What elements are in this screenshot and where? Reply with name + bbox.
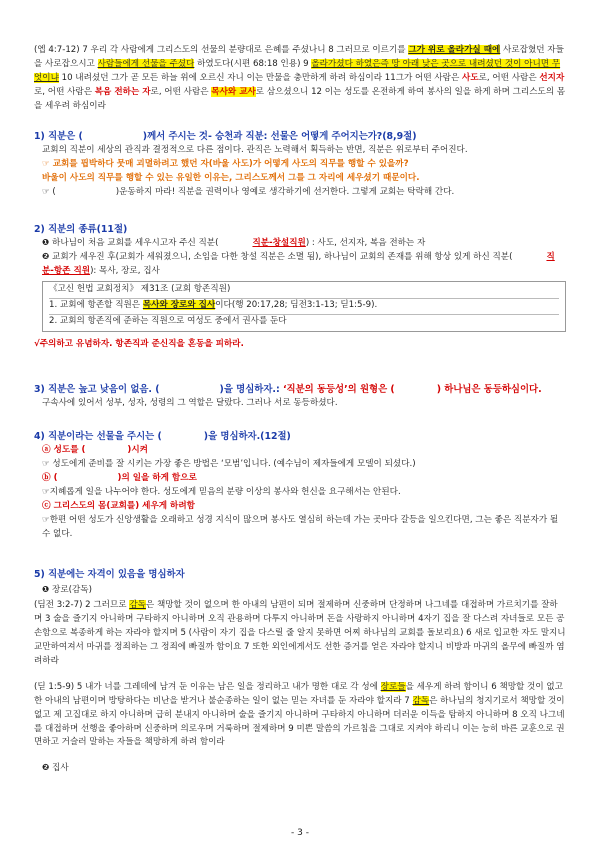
highlight: 그가 위로 올라가실 때에 xyxy=(408,45,501,55)
office-prophet: 선지자 xyxy=(539,72,565,83)
office-evangelist: 복음 전하는 자 xyxy=(94,86,151,97)
highlight: 감독 xyxy=(129,600,146,611)
section-5 xyxy=(34,567,566,776)
office-apostle: 사도 xyxy=(462,72,479,83)
box-line-2: 2. 교회의 항존직에 준하는 직원으로 여성도 중에서 권사를 둔다 xyxy=(49,315,287,326)
box-title: 《고신 헌법 교회정치》 제31조 (교회 항존직원) xyxy=(49,283,559,299)
constitution-box xyxy=(42,281,566,332)
section-4-a-label: ⓐ 성도를 ( )시켜 xyxy=(42,445,148,456)
intro-text: (엡 4:7-12) 7 우리 각 사람에게 그리스도의 선물의 분량대로 은혜를 주셨나니 8 그러므로 이르기를 xyxy=(34,45,409,55)
intro-text: 로, 어떤 사람은 xyxy=(478,72,540,83)
section-4-c-label: ⓒ 그리스도의 몸(교회를) 세우게 하려함 xyxy=(42,500,195,511)
section-3 xyxy=(34,382,566,411)
intro-text: 로, 어떤 사람은 xyxy=(150,86,212,97)
highlight: 사람들에게 선물을 주셨다 xyxy=(97,58,195,69)
section-4-b-line: ☞지혜롭게 일을 나누어야 한다. 성도에게 믿음의 분량 이상의 봉사와 헌신을 요구해서는 안된다. xyxy=(42,487,401,497)
passage-timothy: (딤전 3:2-7) 2 그러므로 감독은 책망할 것이 없으며 한 아내의 남편이 되며 절제하며 신중하며 단정하며 나그네를 대접하며 가르치기를 잘하며 3 술을 즐기지 아니하며 구타하지 아니하며 오직 관용하며 다투지 아니하며 돈을 사랑하지 아니하며 4자기 집을 잘 다스려 자녀들로 모든 공손함으로 복종하게 하는 자라야 할지며 5 (사람이 자기 집을 다스릴 줄 알지 못하면 어찌 하나님의 교회를 돌보리요) 6 새로 입교한 자도 말지니 교만하여져서 마귀를 정죄하는 그 정죄에 빠질까 함이요 7 또한 외인에게서도 선한 증거를 얻은 자라야 할지니 비방과 마귀의 올무에 빠질까 염려하라 xyxy=(34,600,566,666)
warning-note: √주의하고 유념하자. 항존직과 준신직을 혼동을 피하라. xyxy=(34,338,244,349)
highlight: 올라가셨다 하였은즉 땅 아래 낮은 곳으로 내려셨던 것이 아니면 무엇이냐 xyxy=(34,58,561,83)
intro-text: 로, 어떤 사람은 xyxy=(34,86,95,97)
section-5-item-1: ❶ 장로(감독) xyxy=(42,585,92,596)
section-1-question: ☞ 교회를 핍박하다 뭇매 괴멸하려고 했던 자(바울 사도)가 어떻게 사도의 직무를 행할 수 있을까? xyxy=(42,159,409,170)
intro-text: 사로잡혔던 자들을 사로잡으시고 xyxy=(34,45,564,69)
section-1-title: 1) 직분은 ( )께서 주시는 것- 승천과 직분: 선물은 어떻게 주어지는가?(8,9절) xyxy=(34,131,417,142)
section-5-item-2: ❷ 집사 xyxy=(42,763,69,774)
section-4-c-line: ☞한편 어떤 성도가 신앙생활을 오래하고 성경 지식이 많으며 봉사도 열심히 하는데 가는 곳마다 갈등을 일으킨다면, 그는 좋은 직분자가 될 수 없다. xyxy=(42,514,559,539)
intro-text: 로 삼으셨으니 12 이는 성도를 온전하게 하여 봉사의 일을 하게 하며 그리스도의 몸을 세우려 하심이라 xyxy=(34,86,566,111)
highlight: 감독 xyxy=(412,695,430,706)
section-3-title: 3) 직분은 높고 낮음이 없음. ( )을 명심하자.: ‘직분의 동등성’의 원형은 ( ) 하나님은 동등하심이다. xyxy=(34,384,542,395)
page-number: - 3 - xyxy=(291,828,309,838)
section-4-title: 4) 직분이라는 선물을 주시는 ( )을 명심하자.(12절) xyxy=(34,431,291,442)
section-4-b-label: ⓑ ( )의 일을 하게 함으로 xyxy=(42,473,197,484)
intro-passage xyxy=(34,44,566,114)
highlight: 직분-항존 직원 xyxy=(42,252,555,277)
section-5-title: 5) 직분에는 자격이 있음을 명심하자 xyxy=(34,569,185,580)
section-2-item-2: ❷ 교회가 세우진 후(교회가 세워졌으니, 소임을 다한 창설 직분은 소멸 됨), 하나님이 교회의 존재를 위해 항상 있게 하신 직분( 직분-항존 직원): 목사, 장로, 집사 xyxy=(42,252,555,277)
box-line-1: 1. 교회에 항존할 직원은 목사와 장로와 집사이다(행 20:17,28; 딤전3:1-13; 딛1:5-9). xyxy=(49,299,559,315)
highlight: 장로들 xyxy=(380,681,406,692)
passage-titus: (딛 1:5-9) 5 내가 너를 그레데에 남겨 둔 이유는 남은 일을 정리하고 내가 명한 대로 각 성에 장로들을 세우게 하려 함이니 6 책망할 것이 없고 한 아내의 남편이며 방탕하다는 비난을 받거나 불순종하는 일이 없는 믿는 자녀를 둔 자라야 할지라 7 감독은 하나님의 청지기로서 책망할 것이 없고 제 고집대로 하지 아니하며 급히 분내지 아니하며 술을 즐기지 아니하며 구타하지 아니하며 더러운 이득을 탐하지 아니하며 8 오직 나그네를 대접하며 선행을 좋아하며 신중하며 의로우며 거룩하며 절제하며 9 미쁜 말씀의 가르침을 그대로 지켜야 하리니 이는 능히 바른 교훈으로 권면하고 거슬러 말하는 자들을 책망하게 하려 함이라 xyxy=(34,681,565,748)
highlight: 직분-창설직원 xyxy=(252,238,306,249)
section-2 xyxy=(34,222,566,352)
section-2-title: 2) 직분의 종류(11절) xyxy=(34,224,128,235)
section-1-line: 교회의 직분이 세상의 관직과 결정적으로 다른 점이다. 관직은 노력해서 획득하는 반면, 직분은 위로부터 주어진다. xyxy=(42,145,468,156)
highlight: 목사와 장로와 집사 xyxy=(142,299,216,310)
section-2-item-1: ❶ 하나님이 처음 교회를 세우시고자 주신 직분( 직분-창설직원) : 사도, 선지자, 복음 전하는 자 xyxy=(42,238,426,249)
section-1 xyxy=(34,129,566,200)
section-1-line: ☞ ( )운동하지 마라! 직분을 권력이나 영예로 생각하기에 선거한다. 그렇게 교회는 탁락해 간다. xyxy=(42,187,455,197)
intro-text: 10 내려셨던 그가 곧 모든 하늘 위에 오르신 자니 이는 만물을 충만하게 하려 하심이라 11그가 어떤 사람은 xyxy=(58,72,463,83)
section-4-a-line: ☞ 성도에게 준비를 잘 시키는 가장 좋은 방법은 ‘모범’입니다. (예수님이 제자들에게 모델이 되셨다.) xyxy=(42,459,416,470)
section-4 xyxy=(34,429,566,542)
office-pastor-teacher: 목사와 교사 xyxy=(211,86,256,97)
section-1-answer: 바울이 사도의 직무를 행할 수 있는 유일한 이유는, 그리스도께서 그를 그 자리에 세우셨기 때문이다. xyxy=(42,173,420,184)
intro-text: 하였도다(시편 68:18 인용) 9 xyxy=(194,58,312,69)
section-3-line: 구속사에 있어서 성부, 성자, 성령의 그 역할은 달랐다. 그러나 서로 동등하셨다. xyxy=(42,398,338,409)
